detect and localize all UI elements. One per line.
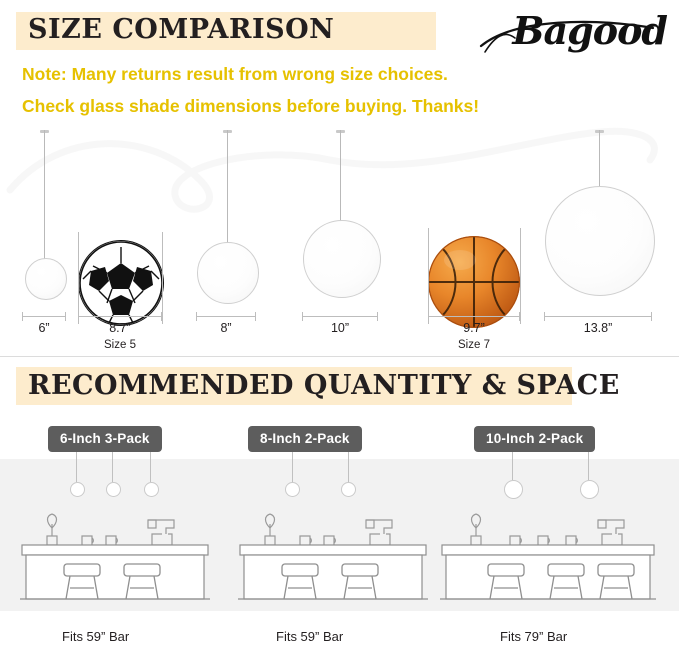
fits-label-6inch: Fits 59” Bar	[62, 629, 130, 644]
pill-8inch-2pack: 8-Inch 2-Pack	[248, 426, 362, 452]
pendant-bulb-icon	[70, 482, 85, 497]
dimension-label-13_8in: 13.8”	[583, 321, 613, 335]
dimension-label-6in: 6”	[38, 321, 50, 335]
pendant-bulb-icon	[144, 482, 159, 497]
cord-icon	[340, 130, 341, 222]
basketball-vdim-right	[520, 228, 521, 324]
dimension-line-8_7in	[78, 316, 162, 317]
pendant-bulb-icon	[285, 482, 300, 497]
dimension-label-8_7in: 8.7”	[109, 321, 131, 335]
glass-globe-icon	[25, 258, 67, 300]
basketball-vdim-left	[428, 228, 429, 324]
glass-globe-icon	[303, 220, 381, 298]
fits-label-8inch: Fits 59” Bar	[276, 629, 344, 644]
glass-globe-icon	[545, 186, 655, 296]
soccer-ball-icon	[78, 240, 164, 326]
cord-icon	[227, 130, 228, 244]
basketball-icon	[428, 236, 520, 328]
glass-globe-icon	[197, 242, 259, 304]
pill-10inch-2pack: 10-Inch 2-Pack	[474, 426, 595, 452]
note-line-2: Check glass shade dimensions before buying. Thanks!	[22, 96, 480, 116]
dimension-sublabel-size7: Size 7	[458, 339, 490, 351]
bar-scene-6inch	[20, 502, 210, 612]
soccer-ball-vdim-right	[162, 232, 163, 324]
pill-6inch-3pack: 6-Inch 3-Pack	[48, 426, 162, 452]
recommended-quantity-title: RECOMMENDED QUANTITY & SPACE	[28, 370, 620, 401]
dimension-line-8in	[196, 316, 256, 317]
dimension-sublabel-size5: Size 5	[104, 339, 136, 351]
dimension-line-6in	[22, 316, 66, 317]
pendant-bulb-icon	[504, 480, 523, 499]
fits-label-10inch: Fits 79” Bar	[500, 629, 568, 644]
size-comparison-title: SIZE COMPARISON	[28, 14, 335, 45]
pendant-bulb-icon	[341, 482, 356, 497]
recommended-quantity-section	[0, 356, 679, 664]
leader-line	[292, 452, 293, 482]
leader-line	[150, 452, 151, 482]
dimension-label-9_7in: 9.7”	[463, 321, 485, 335]
pendant-bulb-icon	[580, 480, 599, 499]
dimension-label-8in: 8”	[220, 321, 232, 335]
dimension-line-9_7in	[428, 316, 520, 317]
note-line-1: Note: Many returns result from wrong size choices.	[22, 64, 448, 84]
leader-line	[348, 452, 349, 482]
leader-line	[588, 452, 589, 480]
bar-scene-8inch	[238, 502, 428, 612]
leader-line	[112, 452, 113, 482]
leader-line	[76, 452, 77, 482]
cord-icon	[599, 130, 600, 188]
dimension-line-13_8in	[544, 316, 652, 317]
brand-logo: Bagood	[512, 8, 667, 53]
bar-scene-10inch	[440, 502, 656, 612]
dimension-label-10in: 10”	[330, 321, 350, 335]
cord-icon	[44, 130, 45, 260]
soccer-ball-vdim-left	[78, 232, 79, 324]
pendant-bulb-icon	[106, 482, 121, 497]
leader-line	[512, 452, 513, 480]
dimension-line-10in	[302, 316, 378, 317]
